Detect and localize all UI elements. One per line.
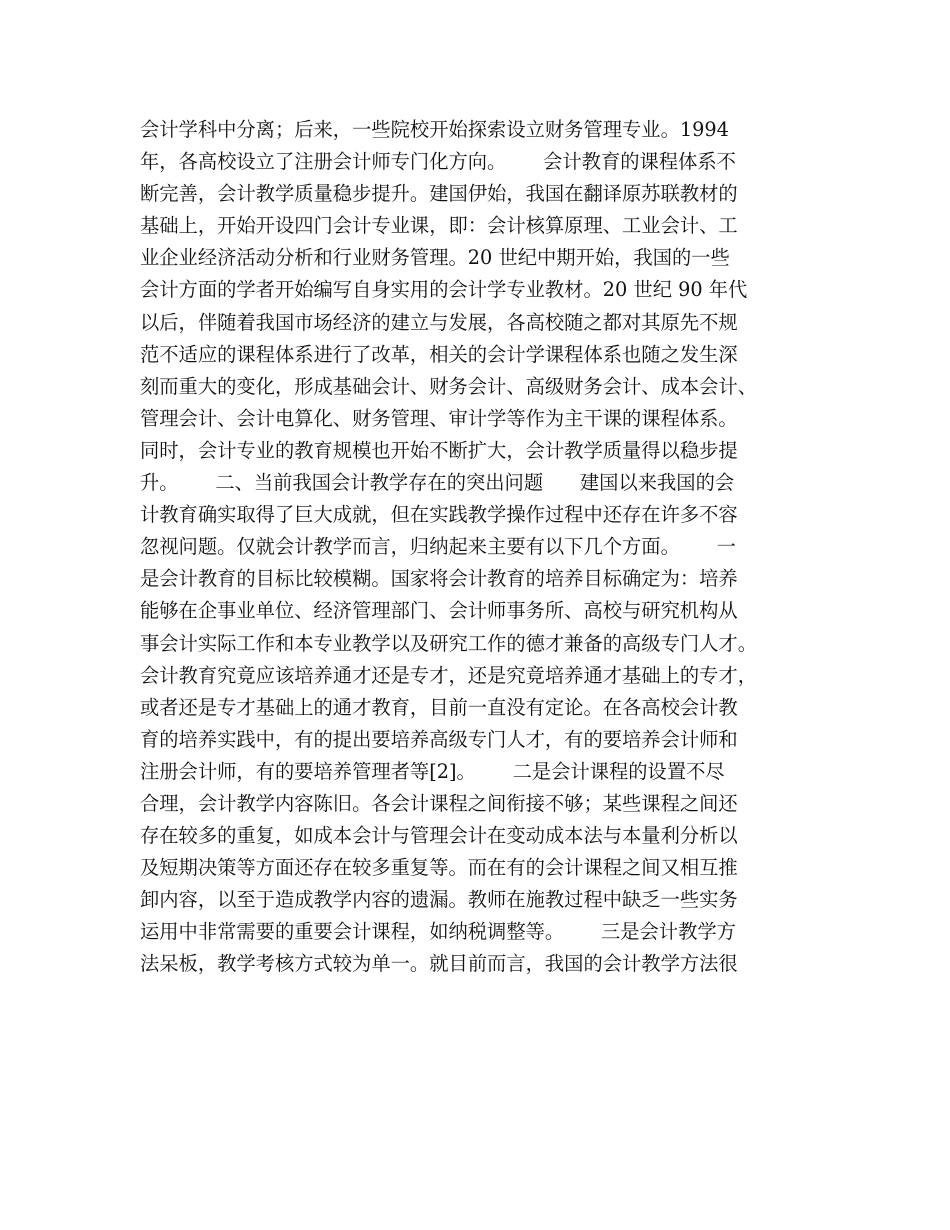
text-line: 合理，会计教学内容陈旧。各会计课程之间衔接不够；某些课程之间还 (140, 791, 738, 815)
text-line: 法呆板，教学考核方式较为单一。就目前而言，我国的会计教学方法很 (140, 952, 738, 976)
text-line: 及短期决策等方面还存在较多重复等。而在有的会计课程之间又相互推 (140, 856, 738, 880)
text-line: 范不适应的课程体系进行了改革，相关的会计学课程体系也随之发生深 (140, 342, 738, 366)
text-line: 会计学科中分离；后来，一些院校开始探索设立财务管理专业。1994 (140, 118, 729, 141)
text-line: 升。 二、当前我国会计教学存在的突出问题 建国以来我国的会 (140, 471, 735, 495)
text-line: 是会计教育的目标比较模糊。国家将会计教育的培养目标确定为：培养 (140, 567, 738, 591)
text-line: 年，各高校设立了注册会计师专门化方向。 会计教育的课程体系不 (140, 150, 736, 174)
text-line: 业企业经济活动分析和行业财务管理。20 世纪中期开始，我国的一些 (140, 246, 730, 270)
text-line: 基础上，开始开设四门会计专业课，即：会计核算原理、工业会计、工 (140, 214, 738, 238)
text-line: 同时，会计专业的教育规模也开始不断扩大，会计教学质量得以稳步提 (140, 438, 738, 462)
text-line: 计教育确实取得了巨大成就，但在实践教学操作过程中还存在许多不容 (140, 503, 738, 527)
text-line: 运用中非常需要的重要会计课程，如纳税调整等。 三是会计教学方 (140, 920, 736, 944)
text-line: 会计方面的学者开始编写自身实用的会计学专业教材。20 世纪 90 年代 (140, 278, 748, 302)
text-line: 会计教育究竟应该培养通才还是专才，还是究竟培养通才基础上的专才， (140, 663, 757, 687)
text-line: 管理会计、会计电算化、财务管理、审计学等作为主干课的课程体系。 (140, 406, 738, 430)
text-line: 注册会计师，有的要培养管理者等[2]。 二是会计课程的设置不尽 (140, 759, 725, 783)
text-line: 以后，伴随着我国市场经济的建立与发展，各高校随之都对其原先不规 (140, 310, 738, 334)
text-line: 断完善，会计教学质量稳步提升。建国伊始，我国在翻译原苏联教材的 (140, 182, 738, 206)
text-line: 刻而重大的变化，形成基础会计、财务会计、高级财务会计、成本会计、 (140, 374, 757, 398)
text-line: 或者还是专才基础上的通才教育，目前一直没有定论。在各高校会计教 (140, 695, 738, 719)
text-line: 卸内容，以至于造成教学内容的遗漏。教师在施教过程中缺乏一些实务 (140, 888, 738, 912)
text-line: 忽视问题。仅就会计教学而言，归纳起来主要有以下几个方面。 一 (140, 535, 736, 559)
body-text (140, 114, 840, 981)
text-line: 事会计实际工作和本专业教学以及研究工作的德才兼备的高级专门人才。 (140, 631, 757, 655)
text-line: 育的培养实践中，有的提出要培养高级专门人才，有的要培养会计师和 (140, 727, 738, 751)
text-line: 存在较多的重复，如成本会计与管理会计在变动成本法与本量利分析以 (140, 824, 738, 848)
text-line: 能够在企事业单位、经济管理部门、会计师事务所、高校与研究机构从 (140, 599, 738, 623)
